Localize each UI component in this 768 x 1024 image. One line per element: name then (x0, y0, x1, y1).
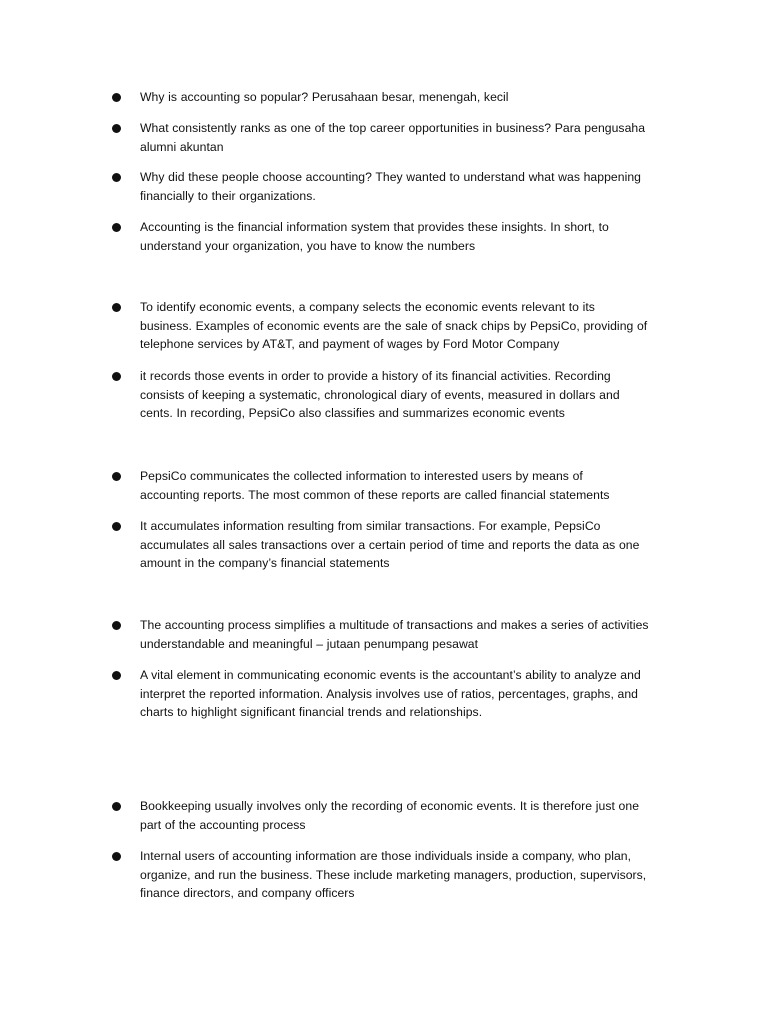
bullet-dot-icon (112, 621, 121, 630)
text-line: it records those events in order to provide a history of its financial activities. Recording (140, 369, 611, 383)
text-line: alumni akuntan (140, 139, 224, 154)
text-line: Internal users of accounting information are those individuals inside a company, who plan, (140, 849, 632, 863)
text-line: PepsiCo communicates the collected information to interested users by means of (140, 469, 583, 483)
list-item-text (140, 367, 680, 423)
text-line: finance directors, and company officers (140, 886, 355, 900)
list-item-text (140, 88, 680, 107)
text-line: accounting reports. The most common of these reports are called financial statements (140, 487, 610, 502)
text-line: interpret the reported information. Analysis involves use of ratios, percentages, graphs, and (140, 686, 639, 701)
bullet-dot-icon (112, 93, 121, 102)
list-item-text (140, 218, 680, 255)
bullet-dot-icon (112, 124, 121, 133)
text-line: The accounting process simplifies a multitude of transactions and makes a series of activities (140, 618, 649, 632)
bullet-dot-icon (112, 223, 121, 232)
bullet-dot-icon (112, 173, 121, 182)
text-line: charts to highlight significant financial trends and relationships. (140, 705, 483, 719)
text-line: It accumulates information resulting from similar transactions. For example, PepsiCo (140, 519, 601, 533)
text-line: accumulates all sales transactions over a certain period of time and reports the data as one (140, 537, 640, 552)
text-line: understandable and meaningful – jutaan penumpang pesawat (140, 636, 479, 651)
bullet-dot-icon (112, 303, 121, 312)
list-item-text (140, 168, 680, 205)
text-line: cents. In recording, PepsiCo also classifies and summarizes economic events (140, 406, 565, 420)
bullet-dot-icon (112, 472, 121, 481)
bullet-dot-icon (112, 522, 121, 531)
bullet-dot-icon (112, 852, 121, 861)
text-line: What consistently ranks as one of the top career opportunities in business? Para pengusaha (140, 121, 646, 135)
text-line: telephone services by AT&T, and payment of wages by Ford Motor Company (140, 337, 560, 351)
list-item-text (140, 517, 680, 573)
text-line: Why is accounting so popular? Perusahaan besar, menengah, kecil (140, 90, 509, 104)
text-line: consists of keeping a systematic, chronological diary of events, measured in dollars and (140, 387, 620, 402)
list-item-text (140, 298, 680, 354)
bullet-dot-icon (112, 372, 121, 381)
bullet-dot-icon (112, 802, 121, 811)
text-line: understand your organization, you have to know the numbers (140, 238, 476, 253)
text-line: amount in the company’s financial statements (140, 556, 390, 570)
text-line: part of the accounting process (140, 817, 306, 832)
list-item-text (140, 616, 680, 653)
text-line: Accounting is the financial information system that provides these insights. In short, to (140, 220, 609, 234)
text-line: Why did these people choose accounting? They wanted to understand what was happening (140, 170, 641, 184)
list-item-text (140, 467, 680, 504)
list-item-text (140, 666, 680, 722)
text-line: A vital element in communicating economic events is the accountant’s ability to analyze and (140, 668, 641, 682)
text-line: business. Examples of economic events are the sale of snack chips by PepsiCo, providing of (140, 318, 648, 333)
bullet-dot-icon (112, 671, 121, 680)
text-line: organize, and run the business. These include marketing managers, production, supervisors, (140, 867, 647, 882)
text-line: financially to their organizations. (140, 188, 316, 203)
text-line: Bookkeeping usually involves only the recording of economic events. It is therefore just one (140, 799, 640, 813)
list-item-text (140, 797, 680, 834)
list-item-text (140, 847, 680, 903)
text-line: To identify economic events, a company selects the economic events relevant to its (140, 300, 595, 314)
list-item-text (140, 119, 680, 156)
